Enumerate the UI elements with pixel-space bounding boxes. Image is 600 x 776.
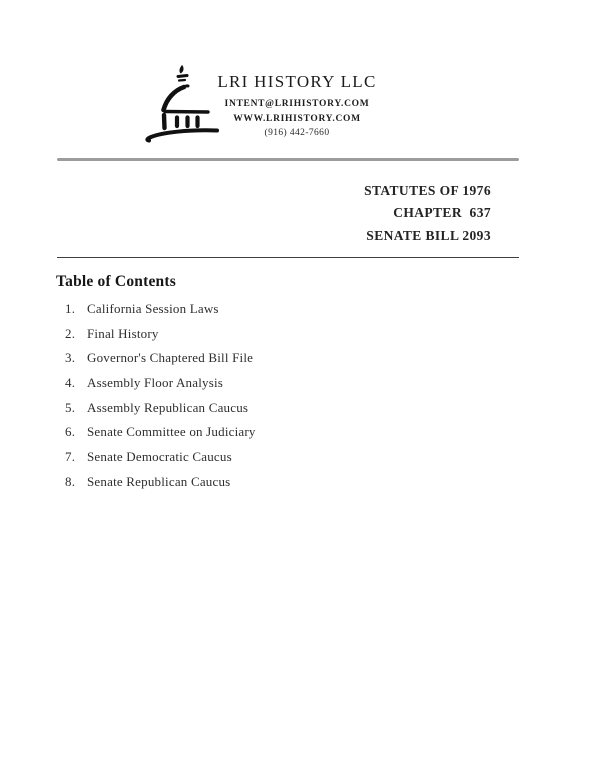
toc-item [65, 350, 256, 375]
company-phone: (916) 442-7660 [264, 128, 330, 138]
company-name: LRI HISTORY LLC [217, 72, 377, 91]
toc-item-number: 2. [65, 325, 76, 341]
toc-item-number: 8. [65, 473, 76, 489]
toc-item [65, 301, 256, 326]
divider-top [57, 158, 519, 161]
toc-item-number: 5. [65, 399, 76, 415]
toc-item-number: 4. [65, 375, 76, 391]
divider-bottom [57, 257, 519, 258]
letterhead [157, 70, 437, 141]
toc-item-number: 6. [65, 424, 76, 440]
company-email: INTENT@LRIHISTORY.COM [224, 99, 370, 109]
toc-item-label: Final History [87, 325, 159, 341]
toc-item [65, 375, 256, 400]
toc-item-label: Senate Democratic Caucus [87, 449, 232, 465]
toc-item-label: California Session Laws [87, 301, 219, 316]
toc-item [65, 449, 256, 474]
toc-item-label: Governor's Chaptered Bill File [87, 350, 254, 366]
toc-item-label: Assembly Republican Caucus [87, 399, 249, 415]
toc-item-number: 3. [65, 350, 76, 366]
toc-item-number: 1. [65, 301, 76, 316]
statute-bill-line: SENATE BILL 2093 [366, 227, 491, 243]
toc-item [65, 326, 256, 351]
toc-item [65, 474, 256, 499]
company-website: WWW.LRIHISTORY.COM [233, 113, 361, 124]
toc-item [65, 424, 256, 449]
toc-title: Table of Contents [56, 273, 176, 290]
statute-chapter-line: CHAPTER 637 [393, 205, 491, 221]
toc-item [65, 400, 256, 425]
toc-item-label: Senate Committee on Judiciary [87, 424, 256, 440]
toc-item-label: Senate Republican Caucus [87, 473, 231, 489]
toc-list [65, 301, 256, 499]
toc-item-label: Assembly Floor Analysis [87, 375, 224, 391]
statute-year-line: STATUTES OF 1976 [364, 183, 491, 198]
toc-item-number: 7. [65, 449, 76, 465]
statute-reference [364, 180, 491, 247]
